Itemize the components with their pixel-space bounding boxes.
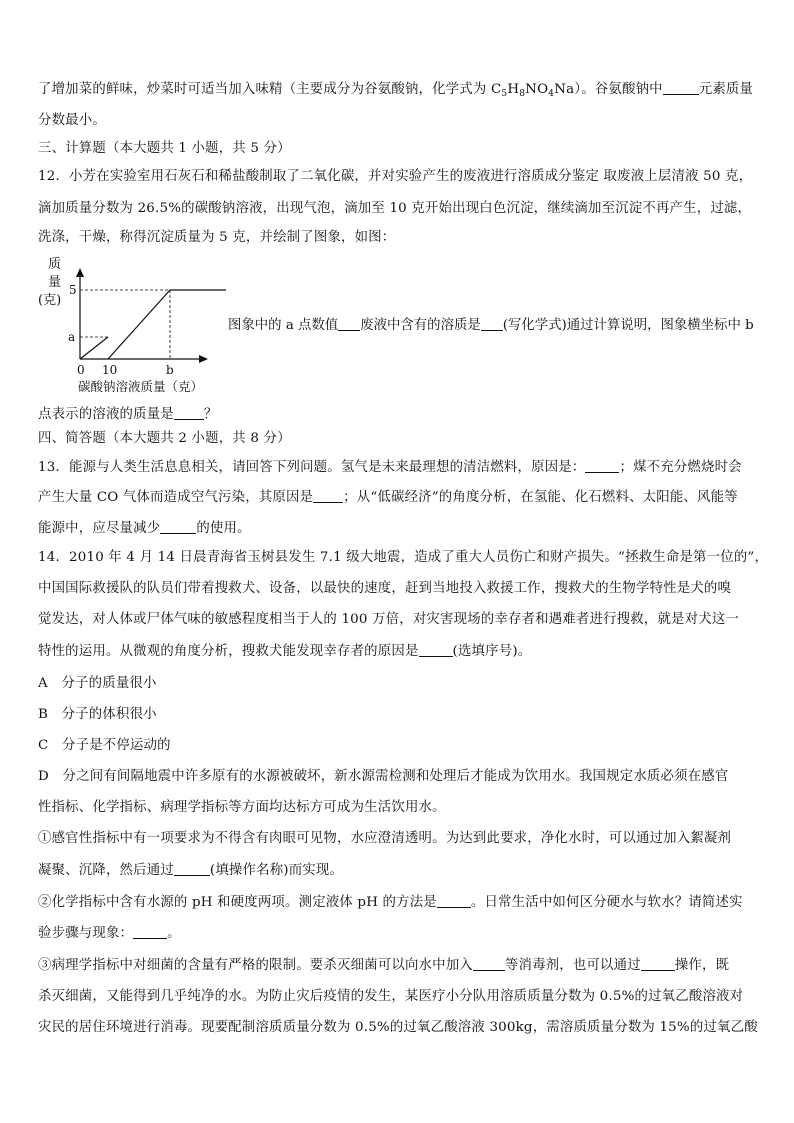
q13-text-3a: 能源中，应尽量减少 [38,521,161,536]
graph-text-1: 图象中的 a 点数值 [228,318,339,333]
q14-text-4a: 特性的运用。从微观的角度分析，搜救犬能发现幸存者的原因是 [38,644,419,659]
section-heading-calc: 三、计算题（本大题共 1 小题，共 5 分） [38,141,291,156]
option-b: B 分子的体积很小 [38,707,157,722]
answer-blank[interactable] [160,519,196,534]
formula-h: H [507,82,520,97]
q14-line-4 [38,642,758,661]
answer-blank[interactable] [473,956,505,971]
part2-text-a1: ②化学指标中含有水源的 pH 和硬度两项。测定液体 pH 的方法是 [38,895,437,910]
part1-line-2 [38,861,758,880]
x-axis-label: 碳酸钠溶液质量（克） [78,379,204,394]
mass-graph [36,256,226,396]
q13-line-2 [38,488,758,507]
part1-text-b2: (填操作名称)而实现。 [209,863,344,878]
answer-blank[interactable] [663,80,699,95]
x-tick-b: b [166,363,174,377]
part3-text-a2: 等消毒剂，也可以通过 [504,958,641,973]
part2-line-1 [38,893,758,912]
answer-blank[interactable] [174,861,210,876]
y-axis-arrow [76,268,84,277]
graph-text-3: (写化学式)通过计算说明，图象横坐标中 b [502,318,754,333]
q12-after-text: 点表示的溶液的质量是 [38,407,174,422]
part2-text-b2: 。 [167,926,181,941]
q11-line-1 [38,80,758,99]
section-heading-short: 四、简答题（本大题共 2 小题，共 8 分） [38,431,291,446]
q12-line-3: 洗涤，干燥，称得沉淀质量为 5 克，并绘制了图象，如图： [38,230,396,245]
q11-text-pre: 了增加菜的鲜味，炒菜时可适当加入味精（主要成分为谷氨酸钠，化学式为 C [38,82,502,97]
formula-sub-8: 8 [519,89,526,99]
q14-line-3: 觉发达，对人体或尸体气味的敏感程度相当于人的 100 万倍，对灾害现场的幸存者和遇难者进行搜救，就是对犬这一 [38,612,740,627]
series-line-1 [80,337,108,359]
y-tick-5: 5 [69,283,77,297]
q12-line-after [38,405,758,424]
answer-blank[interactable] [641,956,675,971]
y-axis-label-1: 质 [48,257,62,272]
graph-text-2: 废液中含有的溶质是 [360,318,481,333]
q13-text-1b: ；煤不充分燃烧时会 [619,460,742,475]
q13-text-1a: 13．能源与人类生活息息相关，请回答下列问题。氢气是未来最理想的清洁燃料，原因是： [38,460,586,475]
answer-blank[interactable] [174,405,204,420]
q12-after-end: ？ [203,407,218,422]
x-tick-10: 10 [102,363,118,377]
y-axis-label-3: (克) [38,293,62,308]
answer-blank[interactable] [437,893,471,908]
part3-line-1 [38,956,758,975]
option-c: C 分子是不停运动的 [38,738,171,753]
q13-line-3 [38,519,758,538]
x-axis-arrow [199,355,208,363]
q14-line-2: 中国国际救援队的队员们带着搜救犬、设备，以最快的速度，赶到当地投入救援工作，搜救犬的生物学特性是犬的嗅 [38,581,732,596]
y-axis-label-2: 量 [48,275,62,290]
answer-blank[interactable] [585,458,619,473]
q13-text-2a: 产生大量 CO 气体而造成空气污染，其原因是 [38,490,314,505]
answer-blank[interactable] [419,642,453,657]
q11-text-mid: ）。谷氨酸钠中 [574,82,663,97]
q12-line-2: 滴加质量分数为 26.5%的碳酸钠溶液，出现气泡，滴加至 10 克开始出现白色沉淀，继续滴加至沉淀不再产生，过滤， [38,201,752,216]
part2-text-a2: 。日常生活中如何区分硬水与软水？请简述实 [470,895,743,910]
option-d-line-2: 性指标、化学指标、病理学指标等方面均达标方可成为生活饮用水。 [38,800,446,815]
part1-text-b1: 凝聚、沉降，然后通过 [38,863,174,878]
formula-sub-5: 5 [501,89,508,99]
answer-blank[interactable] [313,488,343,503]
q13-text-2b: ；从“低碳经济”的角度分析，在氢能、化石燃料、太阳能、风能等 [343,490,738,505]
option-a: A 分子的质量很小 [38,676,157,691]
graph-question-text [228,316,754,335]
x-tick-0: 0 [77,363,85,377]
q12-line-1: 12．小芳在实验室用石灰石和稀盐酸制取了二氧化碳，并对实验产生的废液进行溶质成分鉴定 取废液上层清液 50 克， [38,169,753,184]
part3-text-a3: 操作，既 [674,958,730,973]
part2-line-2 [38,924,758,943]
q14-text-4b: (选填序号)。 [452,644,532,659]
answer-blank[interactable] [338,316,360,331]
part1-line-1: ①感官性指标中有一项要求为不得含有肉眼可见物，水应澄清透明。为达到此要求，净化水时，可以通过加入絮凝剂 [38,831,732,846]
q11-text-post: 元素质量 [698,82,754,97]
formula-no: NO [525,82,549,97]
formula-sub-4: 4 [548,89,555,99]
part2-text-b1: 验步骤与现象： [38,926,134,941]
answer-blank[interactable] [133,924,167,939]
series-line-2 [108,290,170,359]
q11-line-2: 分数最小。 [38,113,106,128]
part3-line-2: 杀灭细菌，又能得到几乎纯净的水。为防止灾后疫情的发生，某医疗小分队用溶质质量分数为 0.5%的过氧乙酸溶液对 [38,989,744,1004]
y-tick-a: a [68,330,76,344]
option-d-line-1: D 分之间有间隔地震中许多原有的水源被破坏，新水源需检测和处理后才能成为饮用水。我国规定水质必须在感官 [38,769,729,784]
part3-line-3: 灾民的居住环境进行消毒。现要配制溶质质量分数为 0.5%的过氧乙酸溶液 300kg，需溶质质量分数为 15%的过氧乙酸 [38,1020,758,1035]
q14-line-1: 14．2010 年 4 月 14 日晨青海省玉树县发生 7.1 级大地震，造成了重大人员伤亡和财产损失。“拯救生命是第一位的”， [38,550,769,565]
formula-na: Na [554,82,575,97]
part3-text-a1: ③病理学指标中对细菌的含量有严格的限制。要杀灭细菌可以向水中加入 [38,958,473,973]
q13-text-3b: 的使用。 [196,521,251,536]
answer-blank[interactable] [481,316,503,331]
q13-line-1 [38,458,758,477]
